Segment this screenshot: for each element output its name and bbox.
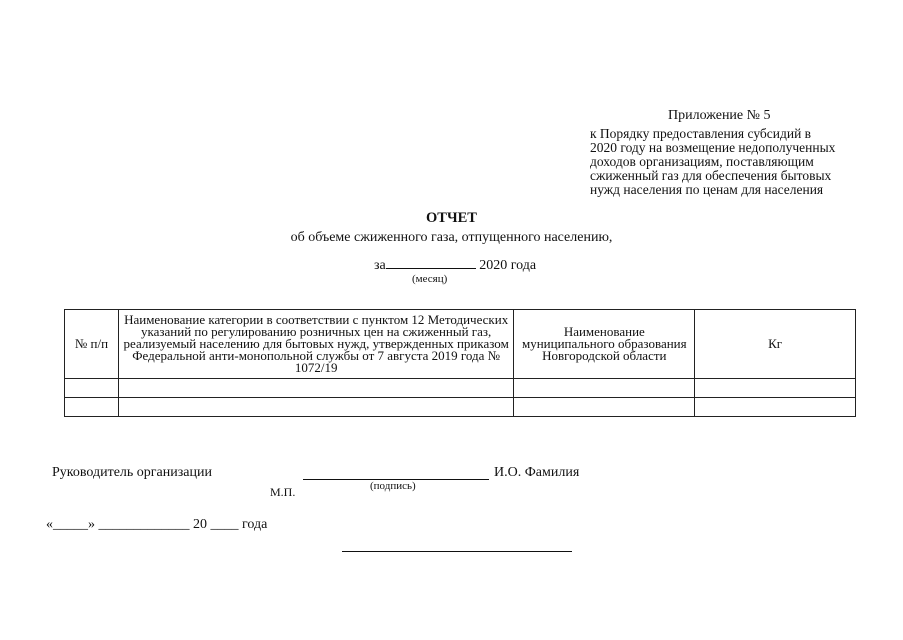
appendix-title: Приложение № 5 (668, 108, 771, 123)
table-cell (118, 379, 513, 398)
appendix-line: к Порядку предоставления субсидий в (590, 126, 812, 141)
appendix-line: нужд населения по ценам для населения (590, 182, 824, 197)
period-suffix: 2020 года (475, 258, 537, 273)
month-blank (386, 256, 476, 269)
table-header-row (65, 310, 856, 379)
stamp-label: М.П. (270, 485, 296, 499)
report-table (64, 309, 856, 417)
appendix-text (590, 127, 880, 197)
table-cell (65, 398, 119, 417)
appendix-line: доходов организациям, поставляющим (590, 154, 814, 169)
bottom-line (342, 551, 572, 552)
table-cell (514, 379, 695, 398)
signature-label: Руководитель организации (52, 465, 212, 480)
table-cell (65, 379, 119, 398)
signature-name: И.О. Фамилия (494, 465, 580, 480)
signature-line (303, 465, 489, 480)
table-cell (695, 398, 856, 417)
month-hint: (месяц) (412, 273, 448, 285)
report-period (374, 256, 536, 274)
table-row (65, 398, 856, 417)
table-cell (695, 379, 856, 398)
header-category: Наименование категории в соответствии с пунктом 12 Методических указаний по регулированию розничных цен на сжиженный газ, реализуемый населению для бытовых нужд, утвержденных приказом Федеральной анти-монопольной службы от 7 августа 2019 года № 1072/19 (118, 310, 513, 379)
report-subtitle: об объеме сжиженного газа, отпущенного населению, (290, 230, 613, 245)
appendix-line: 2020 году на возмещение недополученных (590, 140, 836, 155)
date-line: «_____» _____________ 20 ____ года (46, 517, 268, 532)
report-title: ОТЧЕТ (426, 210, 477, 226)
signature-hint: (подпись) (370, 480, 416, 492)
table-cell (118, 398, 513, 417)
header-municipality: Наименование муниципального образования Новгородской области (514, 310, 695, 379)
period-prefix: за (374, 258, 386, 273)
header-number: № п/п (65, 310, 119, 379)
header-coefficient: Кг (695, 310, 856, 379)
appendix-line: сжиженный газ для обеспечения бытовых (590, 168, 832, 183)
table-row (65, 379, 856, 398)
table-cell (514, 398, 695, 417)
